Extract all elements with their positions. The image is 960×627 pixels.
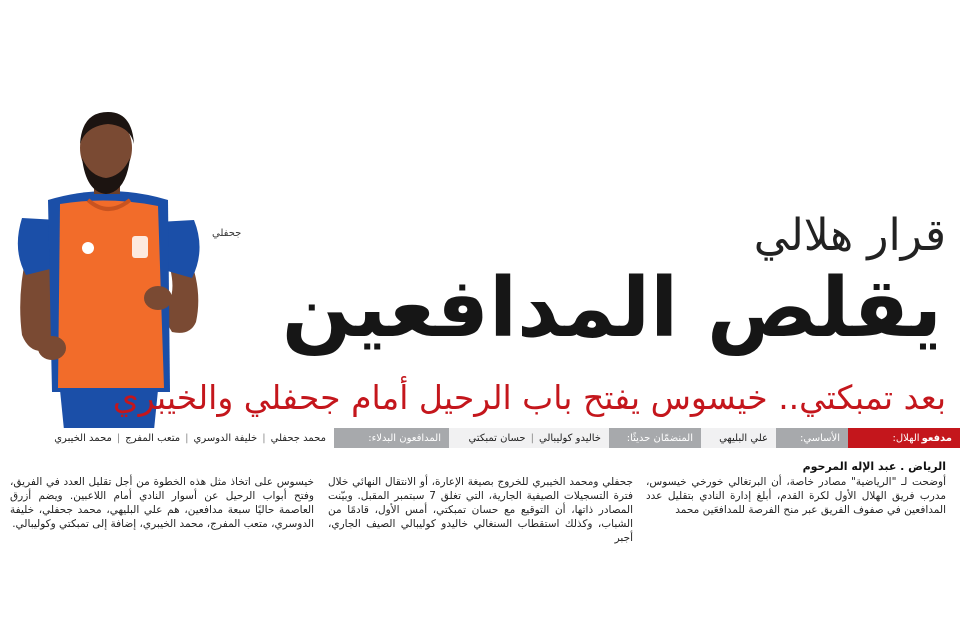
kicker: قرار هلالي xyxy=(753,210,946,261)
byline: الرياض . عبد الإله المرحوم xyxy=(802,460,946,473)
new-defender-name: خاليدو كوليبالي xyxy=(539,432,601,444)
separator: | xyxy=(185,432,189,444)
main-defender-label: الأساسي: xyxy=(776,428,848,448)
backup-defender-name: متعب المفرج xyxy=(125,432,181,444)
new-defenders-label: المنضمّان حديثًا: xyxy=(609,428,701,448)
backup-defenders-values xyxy=(46,428,334,448)
backup-defender-name: محمد جحفلي xyxy=(270,432,326,444)
separator: | xyxy=(530,432,534,444)
defenders-bar-title-bold: مدفعو xyxy=(921,432,952,444)
article-column-3: خيسوس على اتخاذ مثل هذه الخطوة من أجل تقليل العدد في الفريق، وفتح أبواب الرحيل عن أسوار النادي أمام اللاعبين. ويضم أزرق العاصمة حاليًا سبعة مدافعين، هم علي البليهي، محمد جحفلي، خليفة الدوسري، متعب المفرج، محمد الخيبري، إضافة إلى تمبكتي وكوليبالي. xyxy=(10,476,314,530)
new-defender-name: حسان تمبكتي xyxy=(468,432,526,444)
subheadline: بعد تمبكتي.. خيسوس يفتح باب الرحيل أمام جحفلي والخيبري xyxy=(112,378,946,417)
backup-defender-name: محمد الخيبري xyxy=(54,432,112,444)
defenders-bar-title xyxy=(848,428,960,448)
backup-defenders-label: المدافعون البدلاء: xyxy=(334,428,449,448)
article-column-1: أوضحت لـ "الرياضية" مصادر خاصة، أن البرتغالي خورخي خيسوس، مدرب فريق الهلال الأول لكرة القدم، أبلغ إدارة النادي بتقليل عدد المدافعين في صفوف الفريق عبر منح الفرصة للمدافعَين محمد xyxy=(646,476,946,516)
defenders-bar-title-rest: الهلال: xyxy=(892,432,920,444)
new-defenders-values xyxy=(449,428,609,448)
main-defender-value: علي البليهي xyxy=(701,428,776,448)
article-column-2: جحفلي ومحمد الخيبري للخروج بصيغة الإعارة، أو الانتقال النهائي خلال فترة التسجيلات الصيفية الجارية، التي تغلق 7 سبتمبر المقبل. وبيّنت المصادر ذاتها، أن التوقيع مع حسان تمبكتي، أمس الأول، قادمًا من الشباب، وكذلك استقطاب السنغالي خاليدو كوليبالي الصيف الجاري، أجبر xyxy=(328,476,633,544)
separator: | xyxy=(262,432,266,444)
photo-caption: جحفلي xyxy=(212,228,242,239)
separator: | xyxy=(116,432,121,444)
backup-defender-name: خليفة الدوسري xyxy=(193,432,258,444)
headline: يقلص المدافعين xyxy=(281,261,942,356)
defenders-bar xyxy=(0,428,960,448)
